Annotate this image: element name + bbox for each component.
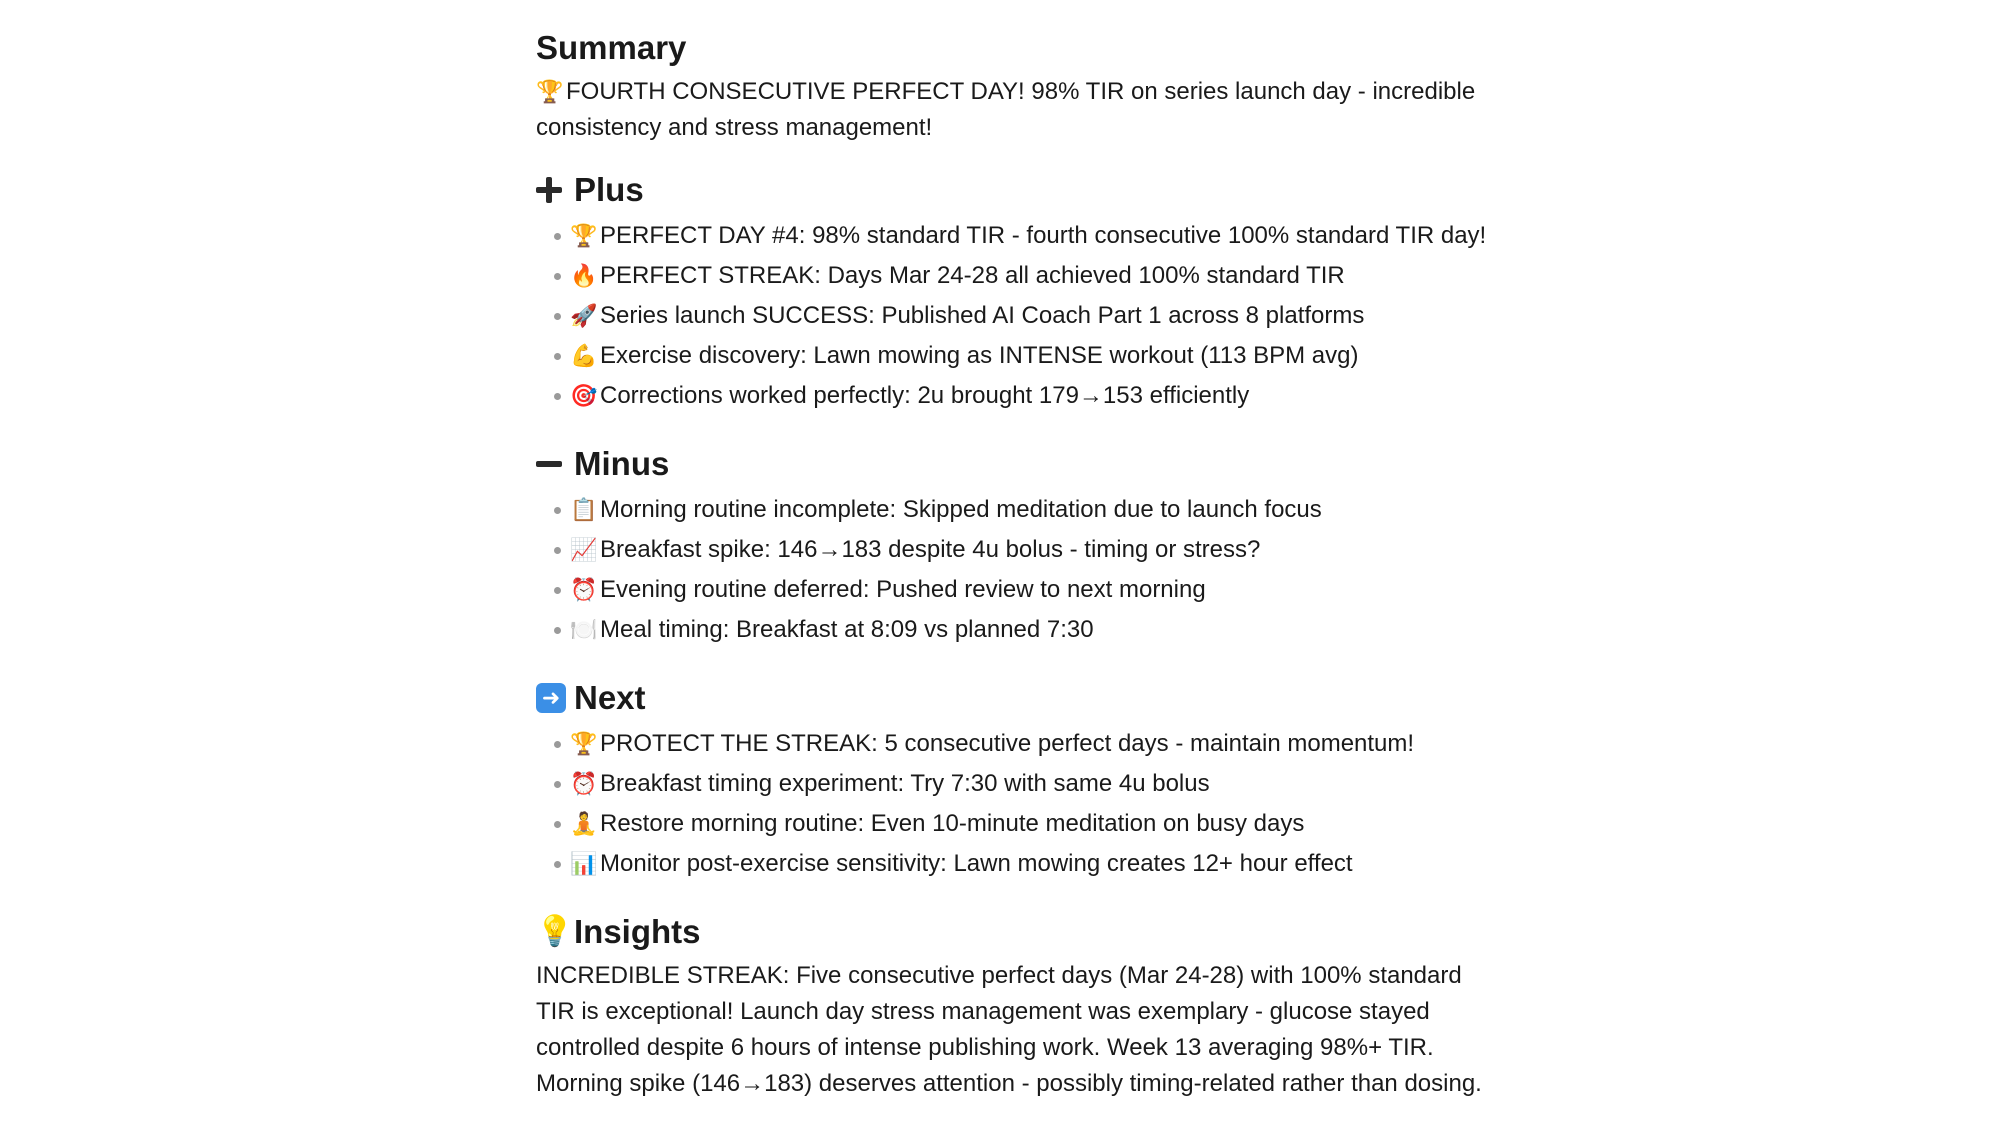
bullet-icon <box>554 821 561 828</box>
next-heading-label: Next <box>574 679 646 716</box>
next-list <box>536 724 1496 884</box>
list-item <box>536 764 1496 804</box>
list-item-text: Breakfast spike: 146→183 despite 4u bolus - timing or stress? <box>600 536 1261 563</box>
summary-section <box>536 22 1496 146</box>
list-item-text: PERFECT DAY #4: 98% standard TIR - fourth consecutive 100% standard TIR day! <box>600 222 1487 249</box>
list-item <box>536 844 1496 884</box>
alarm-clock-icon: ⏰ <box>570 771 598 796</box>
alarm-clock-icon: ⏰ <box>570 577 598 602</box>
summary-heading-label: Summary <box>536 29 687 66</box>
list-item-text: Restore morning routine: Even 10-minute meditation on busy days <box>600 810 1305 837</box>
bullet-icon <box>554 587 561 594</box>
minus-heading <box>536 438 1496 490</box>
rocket-icon: 🚀 <box>570 303 598 328</box>
list-item <box>536 490 1496 530</box>
insights-heading <box>536 906 1496 958</box>
list-item-text: Corrections worked perfectly: 2u brought 179→153 efficiently <box>600 382 1250 409</box>
plate-icon: 🍽️ <box>570 617 598 642</box>
bullet-icon <box>554 507 561 514</box>
minus-icon <box>536 451 562 477</box>
list-item <box>536 610 1496 650</box>
list-item-text: PROTECT THE STREAK: 5 consecutive perfect days - maintain momentum! <box>600 730 1415 757</box>
plus-list <box>536 216 1496 416</box>
bullet-icon <box>554 741 561 748</box>
minus-section <box>536 438 1496 650</box>
bullet-icon <box>554 861 561 868</box>
list-item <box>536 804 1496 844</box>
bar-chart-icon: 📊 <box>570 851 598 876</box>
chart-increasing-icon: 📈 <box>570 537 598 562</box>
list-item <box>536 216 1496 256</box>
insights-text: INCREDIBLE STREAK: Five consecutive perfect days (Mar 24-28) with 100% standard TIR is exceptional! Launch day stress management was exemplary - glucose stayed controlled despite 6 hours of intense publishing work. Week 13 averaging 98%+ TIR. Morning spike (146→183) deserves attention - possibly timing-related rather than dosing. <box>536 962 1482 1097</box>
next-section <box>536 672 1496 884</box>
minus-heading-label: Minus <box>574 445 670 482</box>
bullet-icon <box>554 547 561 554</box>
plus-heading <box>536 164 1496 216</box>
plus-section <box>536 164 1496 416</box>
list-item-text: PERFECT STREAK: Days Mar 24-28 all achieved 100% standard TIR <box>600 262 1345 289</box>
list-item <box>536 530 1496 570</box>
bullet-icon <box>554 353 561 360</box>
clipboard-icon: 📋 <box>570 497 598 522</box>
bullet-icon <box>554 233 561 240</box>
summary-text-body: FOURTH CONSECUTIVE PERFECT DAY! 98% TIR on series launch day - incredible consistency and stress management! <box>536 78 1476 141</box>
plus-icon <box>536 177 562 203</box>
bullet-icon <box>554 627 561 634</box>
trophy-icon: 🏆 <box>570 223 598 248</box>
trophy-icon: 🏆 <box>536 79 564 104</box>
list-item <box>536 336 1496 376</box>
bullet-icon <box>554 393 561 400</box>
fire-icon: 🔥 <box>570 263 598 288</box>
right-arrow-icon: ➜ <box>536 683 566 713</box>
insights-section <box>536 906 1496 1102</box>
list-item <box>536 256 1496 296</box>
list-item-text: Meal timing: Breakfast at 8:09 vs planned 7:30 <box>600 616 1094 643</box>
daily-review-document <box>536 22 1496 1124</box>
list-item-text: Breakfast timing experiment: Try 7:30 with same 4u bolus <box>600 770 1210 797</box>
bullet-icon <box>554 313 561 320</box>
bullet-icon <box>554 273 561 280</box>
list-item-text: Series launch SUCCESS: Published AI Coach Part 1 across 8 platforms <box>600 302 1365 329</box>
next-heading <box>536 672 1496 724</box>
light-bulb-icon: 💡 <box>536 915 574 948</box>
trophy-icon: 🏆 <box>570 731 598 756</box>
summary-text <box>536 74 1496 146</box>
list-item-text: Morning routine incomplete: Skipped meditation due to launch focus <box>600 496 1322 523</box>
list-item-text: Exercise discovery: Lawn mowing as INTENSE workout (113 BPM avg) <box>600 342 1359 369</box>
list-item <box>536 570 1496 610</box>
target-icon: 🎯 <box>570 383 598 408</box>
list-item <box>536 724 1496 764</box>
meditation-icon: 🧘 <box>570 811 598 836</box>
list-item <box>536 376 1496 416</box>
plus-heading-label: Plus <box>574 171 644 208</box>
list-item <box>536 296 1496 336</box>
insights-heading-label: Insights <box>574 913 701 950</box>
flexed-biceps-icon: 💪 <box>570 343 598 368</box>
bullet-icon <box>554 781 561 788</box>
summary-heading <box>536 22 1496 74</box>
list-item-text: Monitor post-exercise sensitivity: Lawn mowing creates 12+ hour effect <box>600 850 1353 877</box>
minus-list <box>536 490 1496 650</box>
list-item-text: Evening routine deferred: Pushed review to next morning <box>600 576 1206 603</box>
